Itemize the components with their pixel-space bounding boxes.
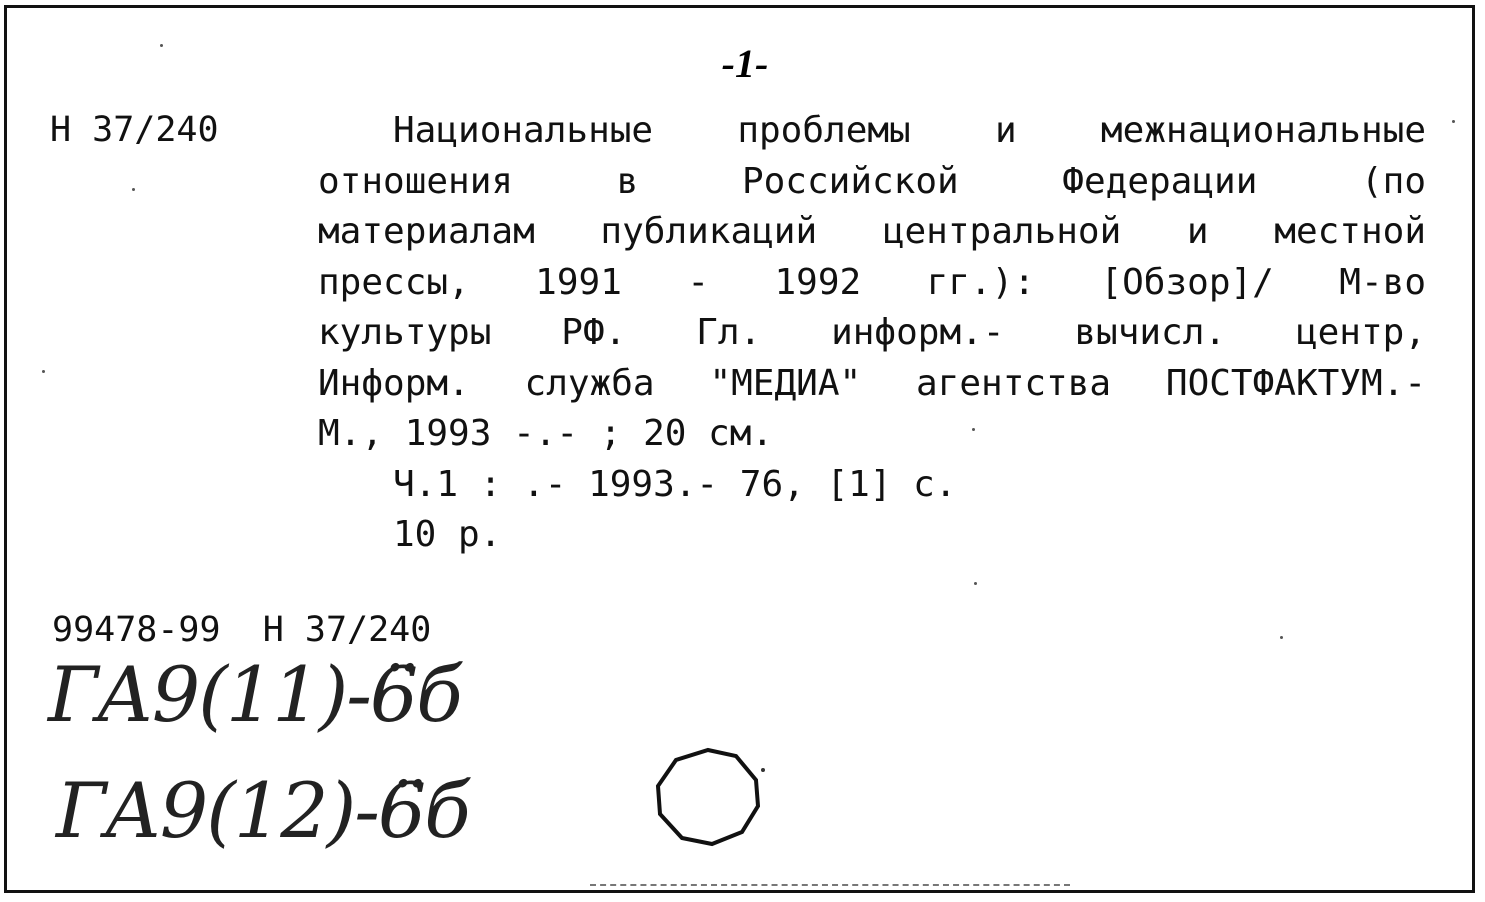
accession-line [52,610,431,650]
speck [972,428,975,431]
description-line: Национальные проблемы и межнациональные [393,110,1426,151]
speck [974,582,977,585]
circle-stamp-icon [648,742,768,852]
speck [42,370,45,373]
speck [1452,120,1455,123]
accession-shelf-mark: Н 37/240 [262,610,432,650]
description-line: М., 1993 -.- ; 20 см. [318,413,774,454]
part-line: Ч.1 : .- 1993.- 76, [1] с. [393,463,957,505]
description-line: культуры РФ. Гл. информ.- вычисл. центр, [318,312,1426,353]
description-line: Информ. служба "МЕДИА" агентства ПОСТФАКТУМ.- [318,362,1426,404]
accession-number: 99478-99 [52,610,221,650]
speck [132,188,135,191]
page-number: -1- [721,41,769,86]
handwritten-classification-2: ГА9(12)-6̈б [56,766,469,855]
speck [160,44,163,47]
bibliographic-description [318,106,1426,561]
price-line: 10 р. [393,514,502,555]
handwritten-classification-1: ГА9(11)-6̈б [48,650,461,739]
bottom-dotted-line [590,884,1070,886]
speck [1280,636,1283,639]
description-line: отношения в Российской Федерации (по [318,160,1426,202]
shelf-mark: Н 37/240 [50,110,219,150]
description-line: материалам публикаций центральной и местной [318,211,1426,252]
description-line: прессы, 1991 - 1992 гг.): [Обзор]/ М-во [318,261,1426,303]
